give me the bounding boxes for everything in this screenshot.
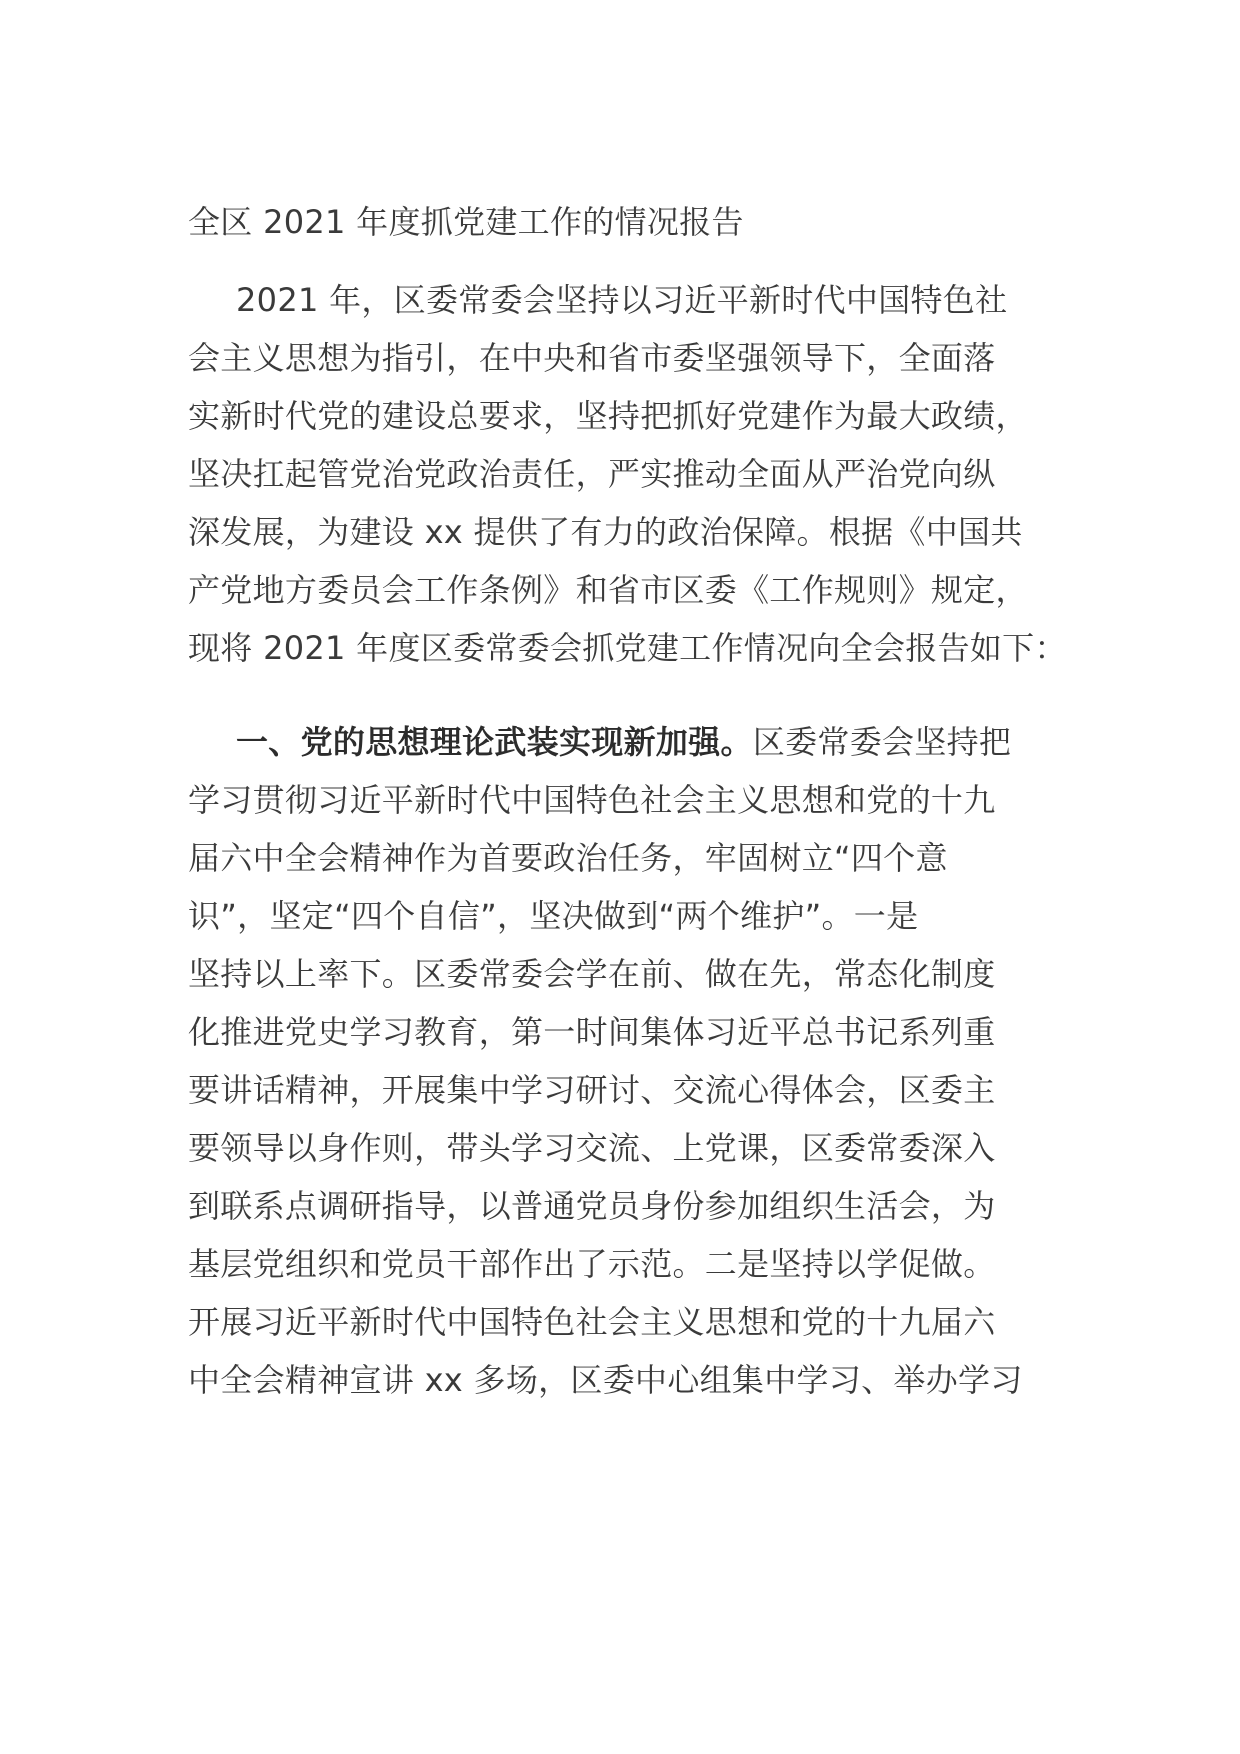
intro-line-5: 深发展，为建设 xx 提供了有力的政治保障。根据《中国共 (188, 513, 1023, 551)
section-1-line: 到联系点调研指导，以普通党员身份参加组织生活会，为 (188, 1187, 996, 1225)
section-1-line: 化推进党史学习教育，第一时间集体习近平总书记系列重 (188, 1013, 996, 1051)
intro-line-1: 2021 年，区委常委会坚持以习近平新时代中国特色社 (236, 281, 1008, 319)
section-1-line: 要领导以身作则，带头学习交流、上党课，区委常委深入 (188, 1129, 996, 1167)
intro-line-6: 产党地方委员会工作条例》和省市区委《工作规则》规定， (188, 571, 1028, 609)
section-1-first-line (236, 722, 1011, 762)
section-1-line: 识”，坚定“四个自信”，坚决做到“两个维护”。一是 (188, 897, 919, 935)
intro-line-2: 会主义思想为指引，在中央和省市委坚强领导下，全面落 (188, 339, 996, 377)
section-1-line: 基层党组织和党员干部作出了示范。二是坚持以学促做。 (188, 1245, 996, 1283)
intro-line-7: 现将 2021 年度区委常委会抓党建工作情况向全会报告如下： (188, 629, 1067, 667)
section-1-line: 学习贯彻习近平新时代中国特色社会主义思想和党的十九 (188, 781, 996, 819)
section-1-line: 届六中全会精神作为首要政治任务，牢固树立“四个意 (188, 839, 948, 877)
intro-line-4: 坚决扛起管党治党政治责任，严实推动全面从严治党向纵 (188, 455, 996, 493)
intro-line-3: 实新时代党的建设总要求，坚持把抓好党建作为最大政绩， (188, 397, 1028, 435)
document-title: 全区 2021 年度抓党建工作的情况报告 (188, 203, 744, 241)
section-1-line: 坚持以上率下。区委常委会学在前、做在先，常态化制度 (188, 955, 996, 993)
section-1-heading: 一、党的思想理论武装实现新加强。 (236, 723, 753, 761)
section-1-line: 要讲话精神，开展集中学习研讨、交流心得体会，区委主 (188, 1071, 996, 1109)
section-1-first-line-text: 区委常委会坚持把 (752, 723, 1012, 761)
section-1-line: 中全会精神宣讲 xx 多场，区委中心组集中学习、举办学习 (188, 1361, 1023, 1399)
section-1-line: 开展习近平新时代中国特色社会主义思想和党的十九届六 (188, 1303, 996, 1341)
